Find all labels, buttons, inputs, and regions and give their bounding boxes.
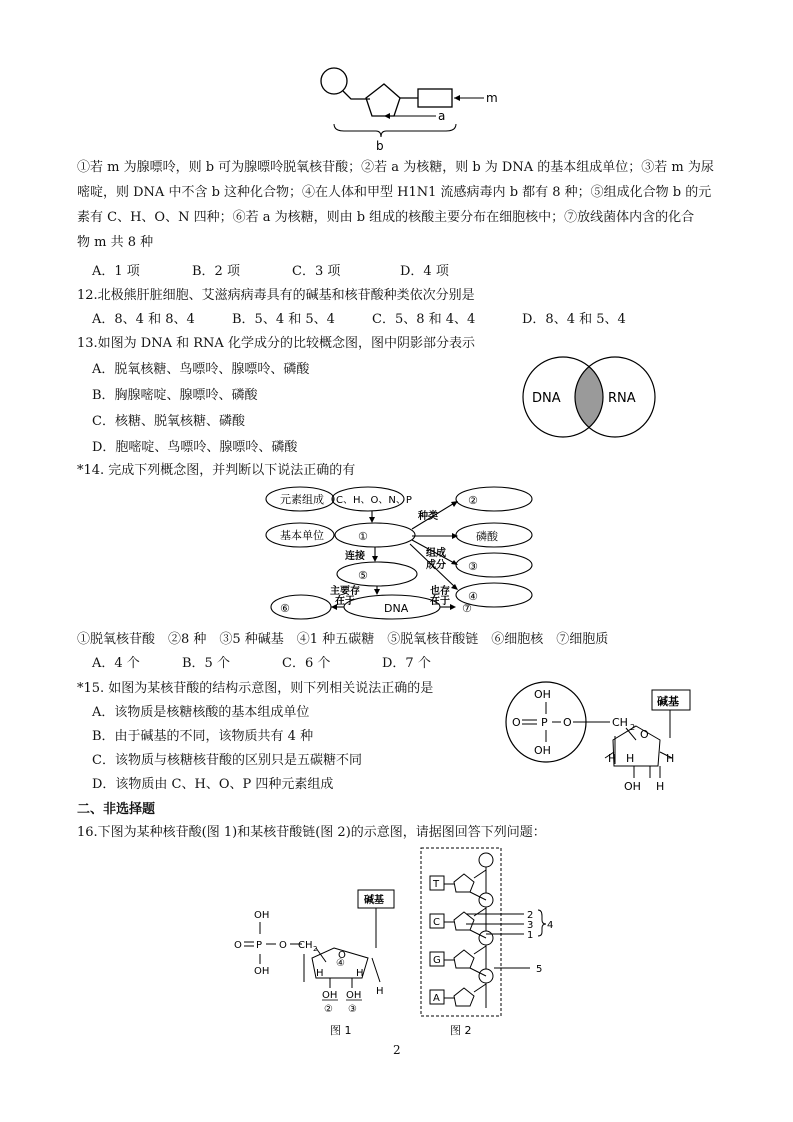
q15-h-right: H xyxy=(666,752,675,765)
map-dna: DNA xyxy=(384,602,409,615)
map-n2: ② xyxy=(468,494,478,507)
map-comp1: 组成 xyxy=(426,548,446,559)
concept-map xyxy=(0,484,793,624)
q15-ch2-sub: 2 xyxy=(630,723,636,732)
fig1-oh-1: OH xyxy=(322,990,338,1001)
q15-ch2: CH xyxy=(612,716,628,729)
label-m: m xyxy=(486,91,498,105)
fig2-base-t: T xyxy=(433,879,440,890)
q15-option-b: B．由于碱基的不同，该物质共有 4 种 xyxy=(92,729,314,744)
q11-option-c: C．3 项 xyxy=(292,264,341,279)
fig2-label-3: 3 xyxy=(527,920,534,931)
venn-dna-label: DNA xyxy=(532,391,561,406)
fig1-ring-o: O xyxy=(338,950,346,961)
section-heading: 二、非选择题 xyxy=(77,802,156,817)
q13-option-c: C．核糖、脱氧核糖、磷酸 xyxy=(92,414,245,429)
figure-2-nucleotide-chain xyxy=(0,848,793,1048)
q12-option-c: C．5、8 和 4、4 xyxy=(372,312,476,327)
q11-option-a: A．1 项 xyxy=(92,264,140,279)
nucleotide-diagram-top xyxy=(0,0,793,160)
q15-ring-o: O xyxy=(640,728,649,741)
q14-items: ①脱氧核苷酸 ②8 种 ③5 种碱基 ④1 种五碳糖 ⑤脱氧核苷酸链 ⑥细胞核 ⑦细胞质 xyxy=(77,632,609,647)
map-n3: ③ xyxy=(468,560,478,573)
fig2-label-5: 5 xyxy=(536,964,543,975)
q16-stem: 16.下图为某种核苷酸(图 1)和某核苷酸链(图 2)的示意图，请据图回答下列问题： xyxy=(77,825,546,840)
fig2-base-g: G xyxy=(433,955,441,966)
q12-stem: 12.北极熊肝脏细胞、艾滋病病毒具有的碱基和核苷酸种类依次分别是 xyxy=(77,288,475,303)
q11-line-3: 素有 C、H、O、N 四种；⑥若 a 为核糖，则由 b 组成的核酸主要分布在细胞核中；⑦放线菌体内含的化合 xyxy=(77,210,695,225)
fig1-circle-3: ③ xyxy=(348,1004,357,1015)
fig1-h-left: H xyxy=(316,968,324,979)
q11-option-d: D．4 项 xyxy=(400,264,449,279)
q15-h-bottom: H xyxy=(656,780,665,793)
q14-stem: *14. 完成下列概念图，并判断以下说法正确的有 xyxy=(77,463,356,478)
q13-option-b: B．胸腺嘧啶、腺嘌呤、磷酸 xyxy=(92,388,258,403)
q11-option-b: B．2 项 xyxy=(192,264,240,279)
map-kind: 种类 xyxy=(418,511,438,522)
map-n4: ④ xyxy=(468,590,478,603)
map-elems: C、H、O、N、P xyxy=(336,495,412,506)
venn-rna-label: RNA xyxy=(608,391,636,406)
q15-o-left: O xyxy=(512,716,521,729)
fig1-oh-top: OH xyxy=(254,910,270,921)
q15-oh-bottom: OH xyxy=(534,744,551,757)
fig1-o-right: O xyxy=(279,940,287,951)
q15-h-left: H xyxy=(608,752,617,765)
label-b: b xyxy=(376,139,384,153)
q11-line-2: 嘧啶，则 DNA 中不含 b 这种化合物；④在人体和甲型 H1N1 流感病毒内 b 都有 8 种；⑤组成化合物 b 的元 xyxy=(77,185,712,200)
q12-option-d: D．8、4 和 5、4 xyxy=(522,312,626,327)
q14-option-c: C．6 个 xyxy=(282,656,331,671)
map-comp2: 成分 xyxy=(426,560,446,571)
fig1-caption: 图 1 xyxy=(330,1024,352,1037)
fig1-base-label: 碱基 xyxy=(364,895,384,906)
fig1-circle-2: ② xyxy=(324,1004,333,1015)
fig1-circle-4: ④ xyxy=(336,958,345,969)
label-a: a xyxy=(438,109,446,123)
q14-option-a: A．4 个 xyxy=(92,656,140,671)
fig2-label-4: 4 xyxy=(547,920,554,931)
q12-option-a: A．8、4 和 8、4 xyxy=(92,312,195,327)
map-link: 连接 xyxy=(345,551,365,562)
map-n5: ⑤ xyxy=(358,569,368,582)
q15-o-right: O xyxy=(563,716,572,729)
fig1-o-left: O xyxy=(234,940,242,951)
nucleotide-structure-q15 xyxy=(0,678,793,818)
fig1-ch2: CH xyxy=(298,940,313,951)
q14-option-d: D．7 个 xyxy=(382,656,431,671)
fig2-label-2: 2 xyxy=(527,910,534,921)
q15-option-c: C．该物质与核糖核苷酸的区别只是五碳糖不同 xyxy=(92,753,362,768)
q15-h-mid: H xyxy=(626,752,635,765)
map-n7: ⑦ xyxy=(462,602,472,615)
fig1-oh-bottom: OH xyxy=(254,966,270,977)
q15-stem: *15. 如图为某核苷酸的结构示意图，则下列相关说法正确的是 xyxy=(77,681,434,696)
fig2-caption: 图 2 xyxy=(450,1024,472,1037)
venn-diagram xyxy=(0,350,793,450)
map-n6: ⑥ xyxy=(280,602,290,615)
fig2-base-a: A xyxy=(433,993,440,1004)
map-elem: 元素组成 xyxy=(280,493,324,506)
q15-oh-sugar: OH xyxy=(624,780,641,793)
q13-stem: 13.如图为 DNA 和 RNA 化学成分的比较概念图，图中阴影部分表示 xyxy=(77,336,475,351)
map-n1: ① xyxy=(358,530,368,543)
page-number: 2 xyxy=(393,1043,401,1057)
q13-option-d: D．胞嘧啶、鸟嘌呤、腺嘌呤、磷酸 xyxy=(92,440,298,455)
q12-option-b: B．5、4 和 5、4 xyxy=(232,312,335,327)
q11-line-4: 物 m 共 8 种 xyxy=(77,235,154,250)
fig2-label-1: 1 xyxy=(527,930,534,941)
map-main1: 主要存 xyxy=(330,586,360,597)
q14-option-b: B．5 个 xyxy=(182,656,230,671)
q15-p: P xyxy=(541,716,548,729)
fig2-base-c: C xyxy=(433,917,440,928)
q15-base-label: 碱基 xyxy=(657,695,679,708)
q15-option-a: A．该物质是核糖核酸的基本组成单位 xyxy=(92,705,310,720)
fig1-ch2-sub: 2 xyxy=(313,945,318,953)
fig1-oh-2: OH xyxy=(346,990,362,1001)
map-also2: 在于 xyxy=(430,596,450,607)
map-also1: 也存 xyxy=(430,586,450,597)
map-main2: 在于 xyxy=(335,596,355,607)
fig1-h-right: H xyxy=(356,968,364,979)
map-unit: 基本单位 xyxy=(280,529,324,542)
q11-line-1: ①若 m 为腺嘌呤，则 b 可为腺嘌呤脱氧核苷酸；②若 a 为核糖，则 b 为 DNA 的基本组成单位；③若 m 为尿 xyxy=(77,160,714,175)
q13-option-a: A．脱氧核糖、鸟嘌呤、腺嘌呤、磷酸 xyxy=(92,362,310,377)
q15-option-d: D．该物质由 C、H、O、P 四种元素组成 xyxy=(92,777,334,792)
map-phos: 磷酸 xyxy=(476,530,498,543)
fig1-h-far-right: H xyxy=(376,986,384,997)
q15-oh-top: OH xyxy=(534,688,551,701)
fig1-p: P xyxy=(256,940,263,951)
